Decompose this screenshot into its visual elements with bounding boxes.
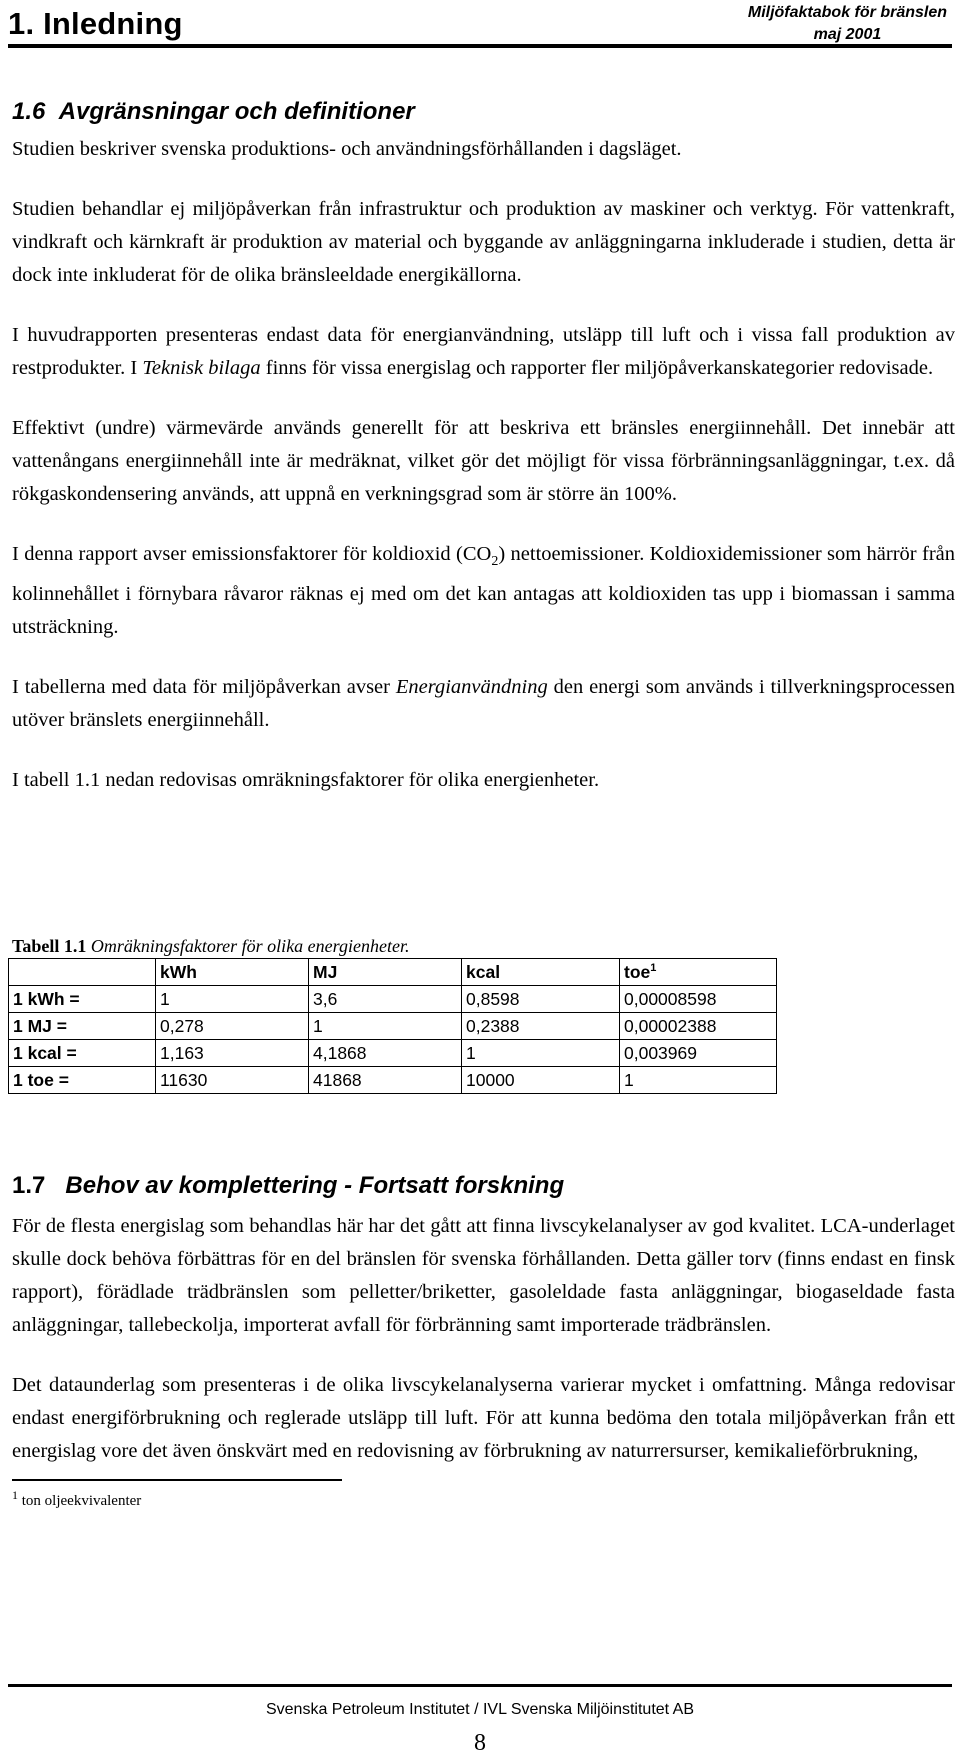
table-header-row: [9, 959, 777, 986]
table-cell: 1: [309, 1013, 462, 1040]
section-1-7-body: [12, 1210, 955, 1468]
table-cell: 41868: [309, 1067, 462, 1094]
table-cell: 4,1868: [309, 1040, 462, 1067]
paragraph: I denna rapport avser emissionsfaktorer för koldioxid $(CO_2)$ nettoemissioner. Koldioxidemissioner som härrör från kolinnehållet i förnybara råvaror räknas ej med om det kan antagas att koldioxiden tas upp i biomassan i samma utsträckning.: [12, 543, 955, 639]
table-cell: 3,6: [309, 986, 462, 1013]
header-cell: toe$^1$: [620, 959, 777, 986]
section-title: Behov av komplettering - Fortsatt forskning: [65, 1172, 565, 1199]
table-cell: 0,2388: [462, 1013, 620, 1040]
emphasis: Energianvändning: [395, 676, 548, 699]
table-cell: 1,163: [156, 1040, 309, 1067]
header-rule: [8, 44, 952, 48]
footnote-rule: [12, 1479, 342, 1481]
table-cell: 1: [620, 1067, 777, 1094]
paragraph: Det dataunderlag som presenteras i de olika livscykelanalyserna varierar mycket i omfattning. Många redovisar endast energiförbrukning och reglerade utsläpp till luft. För att kunna bedöma den totala miljöpåverkan från ett energislag vore det även önskvärt med en redovisning av förbrukning av naturrersurser, kemikalieförbrukning,: [12, 1374, 955, 1462]
table-cell: 0,8598: [462, 986, 620, 1013]
section-1-6: [12, 97, 955, 127]
table-cell: 0,003969: [620, 1040, 777, 1067]
caption-label: Tabell 1.1: [12, 936, 87, 956]
section-heading: [12, 97, 955, 127]
header-cell: [9, 959, 156, 986]
conversion-table-wrap: [8, 958, 777, 1094]
table-row: [9, 986, 777, 1013]
row-label: 1 MJ =: [9, 1013, 156, 1040]
page-number: 8: [474, 1730, 486, 1756]
section-1-7: [12, 1171, 955, 1201]
paragraph: I tabellerna med data för miljöpåverkan avser Energianvändning den energi som används i tillverkningsprocessen utöver bränslets energiinnehåll.: [12, 676, 955, 732]
doc-date: maj 2001: [813, 26, 882, 43]
row-label: 1 toe =: [9, 1067, 156, 1094]
header-cell: MJ: [309, 959, 462, 986]
section-number: 1.6: [12, 98, 46, 125]
footnote: [12, 1488, 141, 1510]
table-cell: 0,00008598: [620, 986, 777, 1013]
header-cell: kcal: [462, 959, 620, 986]
footer-organization: Svenska Petroleum Institutet / IVL Svenska Miljöinstitutet AB: [265, 1701, 695, 1718]
table-cell: 0,278: [156, 1013, 309, 1040]
paragraph: I tabell 1.1 nedan redovisas omräkningsfaktorer för olika energienheter.: [12, 769, 600, 792]
table-caption: [12, 934, 955, 958]
table-cell: 0,00002388: [620, 1013, 777, 1040]
table-cell: 1: [156, 986, 309, 1013]
footnote-number: 1: [12, 1488, 18, 1502]
paragraph: I huvudrapporten presenteras endast data för energianvändning, utsläpp till luft och i vissa fall produktion av restprodukter. I Teknisk bilaga finns för vissa energislag och rapporter fler miljöpåverkanskategorier redovisade.: [12, 324, 955, 379]
doc-title: Miljöfaktabok för bränslen: [747, 4, 947, 21]
table-row: [9, 1013, 777, 1040]
section-title: Avgränsningar och definitioner: [58, 98, 415, 125]
paragraph: För de flesta energislag som behandlas här har det gått att finna livscykelanalyser av god kvalitet. LCA-underlaget skulle dock behöva förbättras för en del bränslen för svenska förhållanden. Detta gäller torv (finns endast en finsk rapport), förädlade trädbränslen som pelletter/briketter, gasoleldade fasta anläggningar, biogaseldade fasta anläggningar, tallebeckolja, importerat avfall för förbränning samt importerade trädbränslen.: [12, 1215, 955, 1336]
paragraph: Effektivt (undre) värmevärde används generellt för att beskriva ett bränsles energiinnehåll. Det innebär att vattenångans energiinnehåll inte är medräknat, vilket gör det möjligt för vissa förbränningsanläggningar, t.ex. då rökgaskondensering används, att uppnå en verkningsgrad som är större än 100%.: [12, 417, 955, 505]
emphasis: Teknisk bilaga: [142, 357, 261, 379]
row-label: 1 kWh =: [9, 986, 156, 1013]
paragraph: Studien beskriver svenska produktions- och användningsförhållanden i dagsläget.: [12, 138, 682, 160]
footer-rule: [8, 1684, 952, 1687]
section-number: 1.7: [12, 1172, 46, 1199]
caption-text: Omräkningsfaktorer för olika energienheter.: [90, 936, 410, 956]
table-row: [9, 1040, 777, 1067]
header-cell: kWh: [156, 959, 309, 986]
table-cell: 1: [462, 1040, 620, 1067]
footnote-ref: 1: [650, 961, 657, 974]
running-header: [748, 2, 947, 46]
footnote-text: ton oljeekvivalenter: [21, 1493, 142, 1509]
chapter-heading: 1. Inledning: [8, 6, 183, 41]
conversion-table: [8, 958, 777, 1094]
paragraph: Studien behandlar ej miljöpåverkan från infrastruktur och produktion av maskiner och verktyg. För vattenkraft, vindkraft och kärnkraft är produktion av material och byggande av anläggningarna inkluderade i studien, detta är dock inte inkluderat för de olika bränsleeldade energikällorna.: [12, 198, 955, 286]
table-cell: 11630: [156, 1067, 309, 1094]
table-cell: 10000: [462, 1067, 620, 1094]
section-1-6-body: [12, 133, 955, 797]
section-heading: [12, 1171, 955, 1201]
table-row: [9, 1067, 777, 1094]
row-label: 1 kcal =: [9, 1040, 156, 1067]
